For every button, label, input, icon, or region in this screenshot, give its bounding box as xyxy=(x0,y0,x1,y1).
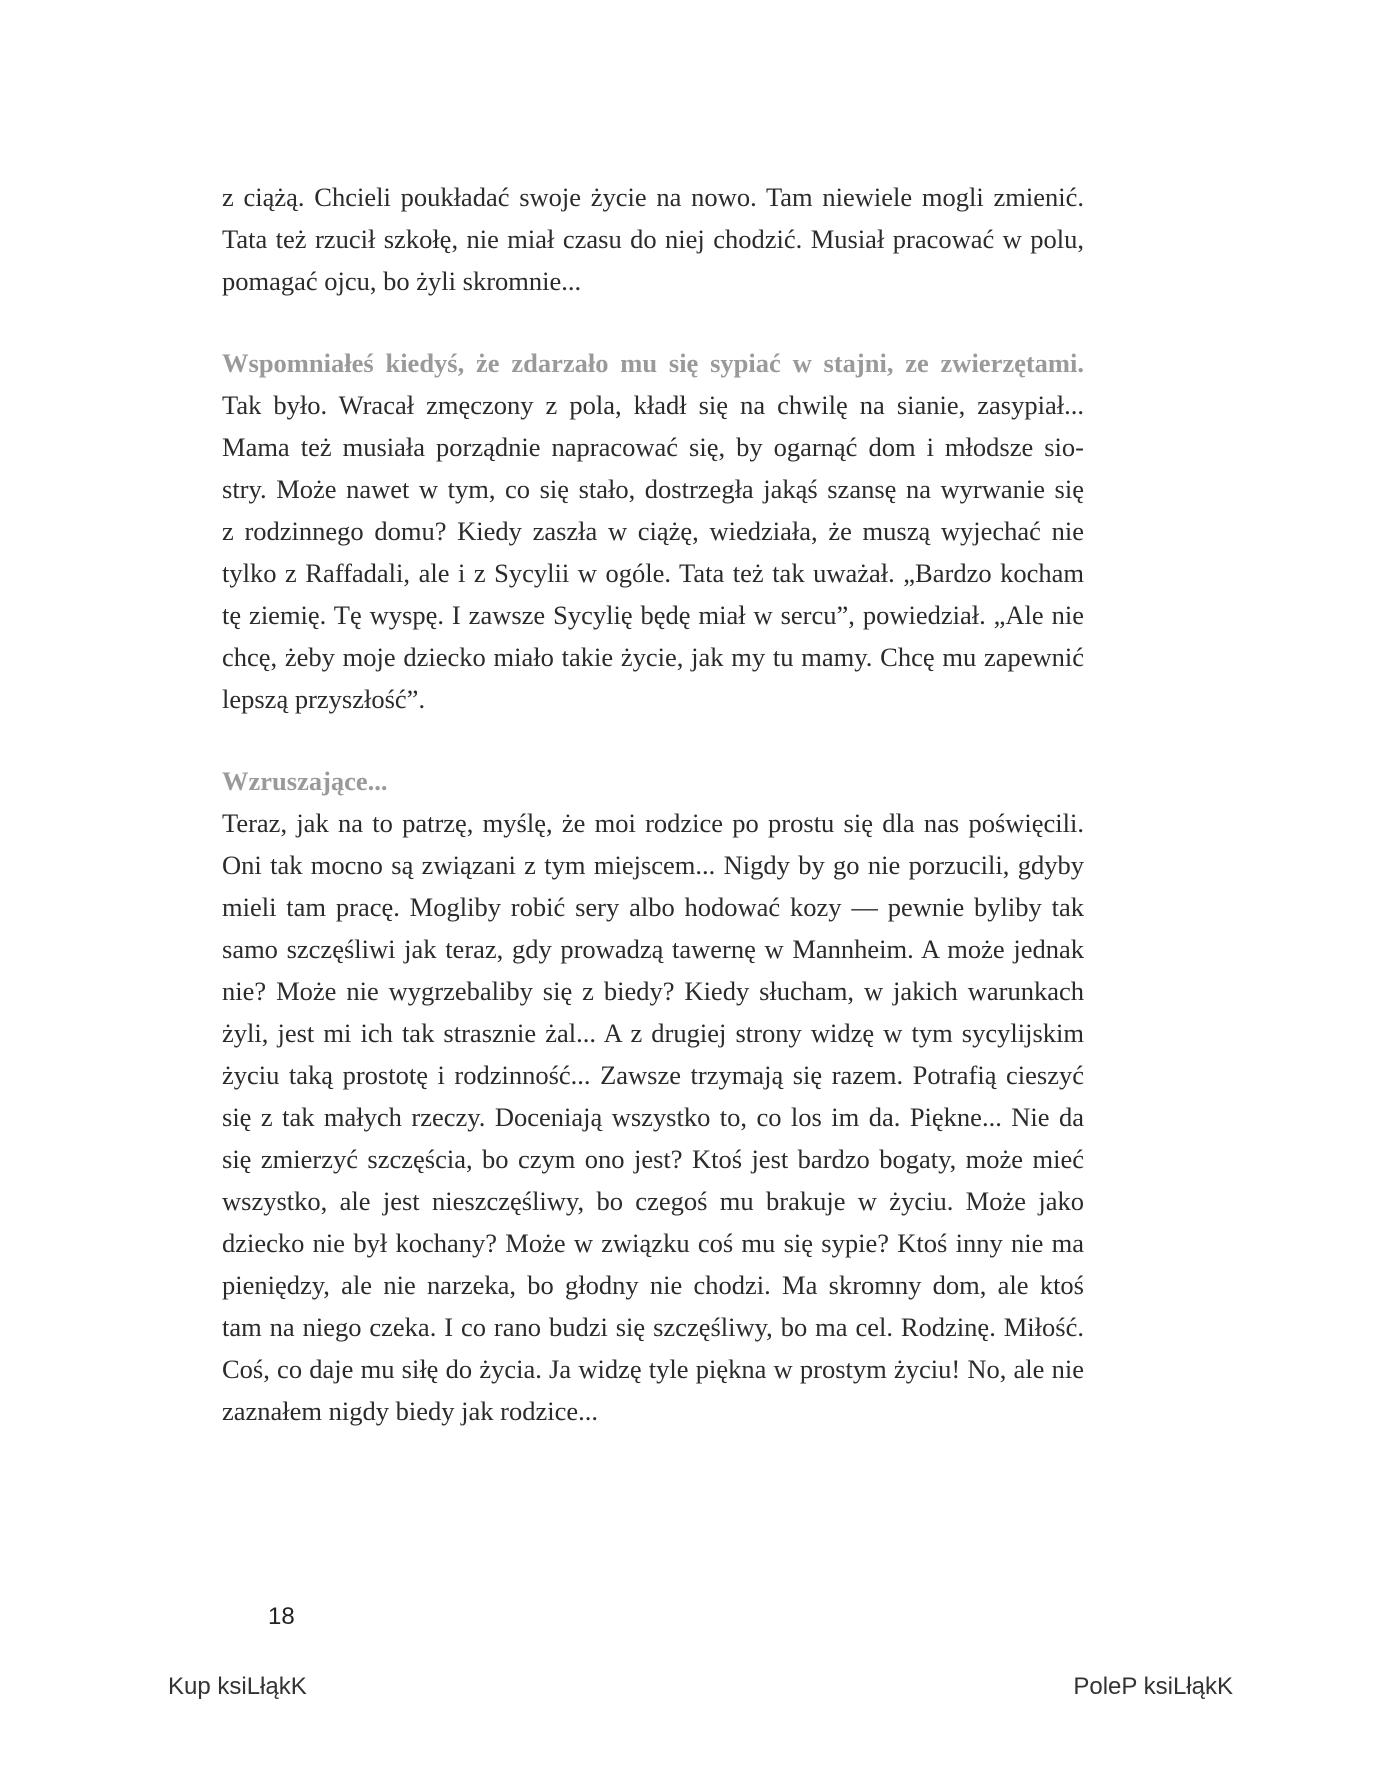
text-line: pieniędzy, ale nie narzeka, bo głodny nie chodzi. Ma skromny dom, ale ktoś xyxy=(222,1270,1084,1300)
interview-question: Wspomniałeś kiedyś, że zdarzało mu się sypiać w stajni, ze zwierzętami. xyxy=(222,348,1084,378)
text-line: Tata też rzucił szkołę, nie miał czasu do niej chodzić. Musiał pracować w polu, xyxy=(222,224,1084,254)
paragraph-gap xyxy=(222,302,1084,342)
text-line: żyli, jest mi ich tak strasznie żal... A z drugiej strony widzę w tym sycylijskim xyxy=(222,1018,1084,1048)
text-line: nie? Może nie wygrzebaliby się z biedy? Kiedy słucham, w jakich warunkach xyxy=(222,976,1084,1006)
text-line: zaznałem nigdy biedy jak rodzice... xyxy=(222,1396,598,1426)
paragraph-gap xyxy=(222,720,1084,760)
page-number: 18 xyxy=(268,1603,295,1630)
footer-buy-book-link[interactable]: Kup ksiLłąkK xyxy=(168,1673,307,1700)
text-line: Tak było. Wracał zmęczony z pola, kładł się na chwilę na sianie, zasypiał... xyxy=(222,390,1084,420)
text-line: tylko z Raffadali, ale i z Sycylii w ogóle. Tata też tak uważał. „Bardzo kocham xyxy=(222,558,1084,588)
text-line: wszystko, ale jest nieszczęśliwy, bo czegoś mu brakuje w życiu. Może jako xyxy=(222,1186,1084,1216)
text-line: Teraz, jak na to patrzę, myślę, że moi rodzice po prostu się dla nas poświęcili. xyxy=(222,808,1084,838)
text-line: Coś, co daje mu siłę do życia. Ja widzę tyle piękna w prostym życiu! No, ale nie xyxy=(222,1354,1084,1384)
text-line: samo szczęśliwi jak teraz, gdy prowadzą tawernę w Mannheim. A może jednak xyxy=(222,934,1084,964)
text-line: lepszą przyszłość”. xyxy=(222,684,426,714)
page-body-text xyxy=(222,176,1084,1432)
text-line: z rodzinnego domu? Kiedy zaszła w ciążę, wiedziała, że muszą wyjechać nie xyxy=(222,516,1084,546)
footer-recommend-book-link[interactable]: PoleP ksiLłąkK xyxy=(1073,1673,1233,1700)
text-line: tam na niego czeka. I co rano budzi się szczęśliwy, bo ma cel. Rodzinę. Miłość. xyxy=(222,1312,1084,1342)
text-line: tę ziemię. Tę wyspę. I zawsze Sycylię będę miał w sercu”, powiedział. „Ale nie xyxy=(222,600,1084,630)
text-line: Oni tak mocno są związani z tym miejscem... Nigdy by go nie porzucili, gdyby xyxy=(222,850,1084,880)
text-line: z ciążą. Chcieli poukładać swoje życie na nowo. Tam niewiele mogli zmienić. xyxy=(222,182,1084,212)
text-line: się z tak małych rzeczy. Doceniają wszystko to, co los im da. Piękne... Nie da xyxy=(222,1102,1084,1132)
interview-question: Wzruszające... xyxy=(222,766,388,796)
text-line: chcę, żeby moje dziecko miało takie życie, jak my tu mamy. Chcę mu zapewnić xyxy=(222,642,1084,672)
text-line: stry. Może nawet w tym, co się stało, dostrzegła jakąś szansę na wyrwanie się xyxy=(222,474,1084,504)
text-line: pomagać ojcu, bo żyli skromnie... xyxy=(222,266,582,296)
text-line: mieli tam pracę. Mogliby robić sery albo hodować kozy — pewnie byliby tak xyxy=(222,892,1084,922)
text-line: życiu taką prostotę i rodzinność... Zawsze trzymają się razem. Potrafią cieszyć xyxy=(222,1060,1084,1090)
text-line: się zmierzyć szczęścia, bo czym ono jest? Ktoś jest bardzo bogaty, może mieć xyxy=(222,1144,1084,1174)
text-line: dziecko nie był kochany? Może w związku coś mu się sypie? Ktoś inny nie ma xyxy=(222,1228,1084,1258)
text-line: Mama też musiała porządnie napracować się, by ogarnąć dom i młodsze sio- xyxy=(222,432,1084,462)
